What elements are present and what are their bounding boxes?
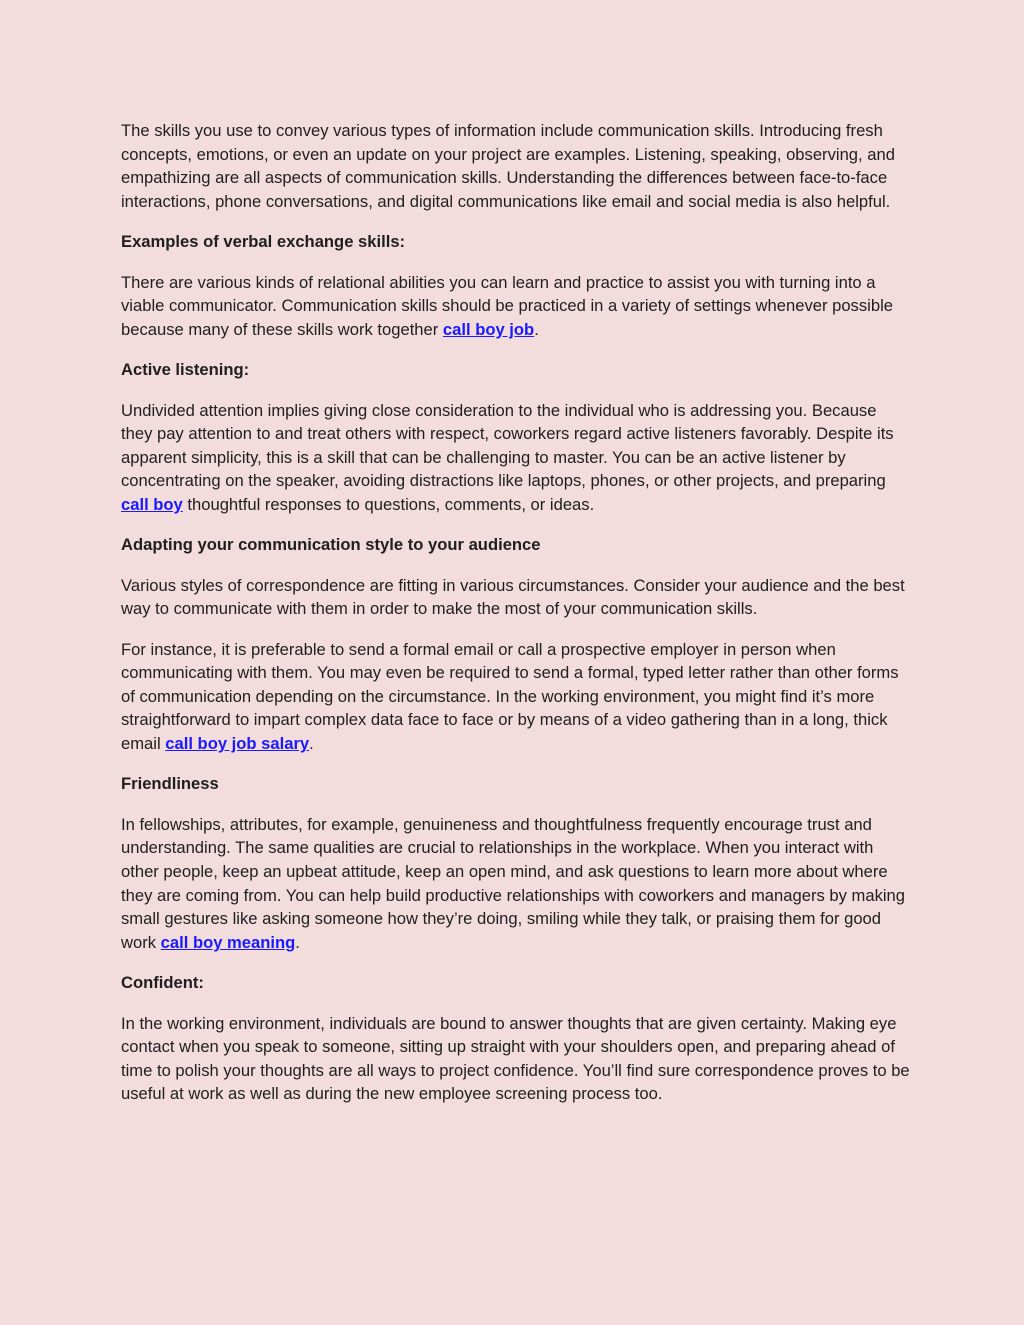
link-call-boy[interactable]: call boy: [121, 494, 183, 514]
instance-paragraph: [121, 638, 911, 756]
paragraph-text: For instance, it is preferable to send a formal email or call a prospective employer in person when communicating with them. You may even be required to send a formal, typed letter rather than other forms of communication depending on the circumstance. In the working environment, you might find it’s more straightforward to impart complex data face to face or by means of a video gathering than in a long, thick email: [121, 639, 899, 754]
paragraph-text-end: .: [295, 932, 300, 952]
heading-active-listening: Active listening:: [121, 360, 250, 380]
link-call-boy-meaning[interactable]: call boy meaning: [160, 932, 296, 952]
paragraph-text-end: .: [309, 734, 314, 754]
confident-paragraph: In the working environment, individuals are bound to answer thoughts that are given certainty. Making eye contact when you speak to someone, sitting up straight with your shoulders open, and preparing ahead of time to polish your thoughts are all ways to project confidence. You’ll find sure correspondence proves to be useful at work as well as during the new employee screening process too.: [121, 1013, 910, 1104]
adapting-style-paragraph: Various styles of correspondence are fitting in various circumstances. Consider your audience and the best way to communicate with them in order to make the most of your communication skills.: [121, 575, 905, 619]
link-call-boy-job[interactable]: call boy job: [442, 319, 535, 339]
intro-paragraph: The skills you use to convey various types of information include communication skills. Introducing fresh concepts, emotions, or even an update on your project are examples. Listening, speaking, observing, and empathizing are all aspects of communication skills. Understanding the differences between face-to-face interactions, phone conversations, and digital communications like email and social media is also helpful.: [121, 121, 895, 211]
friendliness-paragraph: [121, 813, 911, 955]
paragraph-text: Undivided attention implies giving close consideration to the individual who is addressing you. Because they pay attention to and treat others with respect, coworkers regard active listeners favorably. Despite its apparent simplicity, this is a skill that can be challenging to master. You can be an active listener by concentrating on the speaker, avoiding distractions like laptops, phones, or other projects, and preparing: [121, 400, 894, 491]
paragraph-text: There are various kinds of relational abilities you can learn and practice to assist you with turning into a viable communicator. Communication skills should be practiced in a variety of settings whenever possible because many of these skills work together: [121, 272, 893, 339]
heading-verbal-skills: Examples of verbal exchange skills:: [121, 232, 406, 252]
paragraph-text-end: .: [534, 319, 539, 339]
active-listening-paragraph: [121, 399, 911, 517]
paragraph-text-end: thoughtful responses to questions, comments, or ideas.: [182, 494, 595, 514]
heading-confident: Confident:: [121, 973, 204, 993]
heading-friendliness: Friendliness: [121, 774, 219, 794]
link-call-boy-job-salary[interactable]: call boy job salary: [165, 734, 310, 754]
paragraph-text: In fellowships, attributes, for example, genuineness and thoughtfulness frequently encourage trust and understanding. The same qualities are crucial to relationships in the workplace. When you interact with other people, keep an upbeat attitude, keep an open mind, and ask questions to learn more about where they are coming from. You can help build productive relationships with coworkers and managers by making small gestures like asking someone how they’re doing, smiling while they talk, or praising them for good work: [121, 814, 906, 952]
verbal-skills-paragraph: [121, 271, 911, 342]
heading-adapting-style: Adapting your communication style to your audience: [121, 535, 541, 555]
document-body: [121, 119, 911, 1123]
